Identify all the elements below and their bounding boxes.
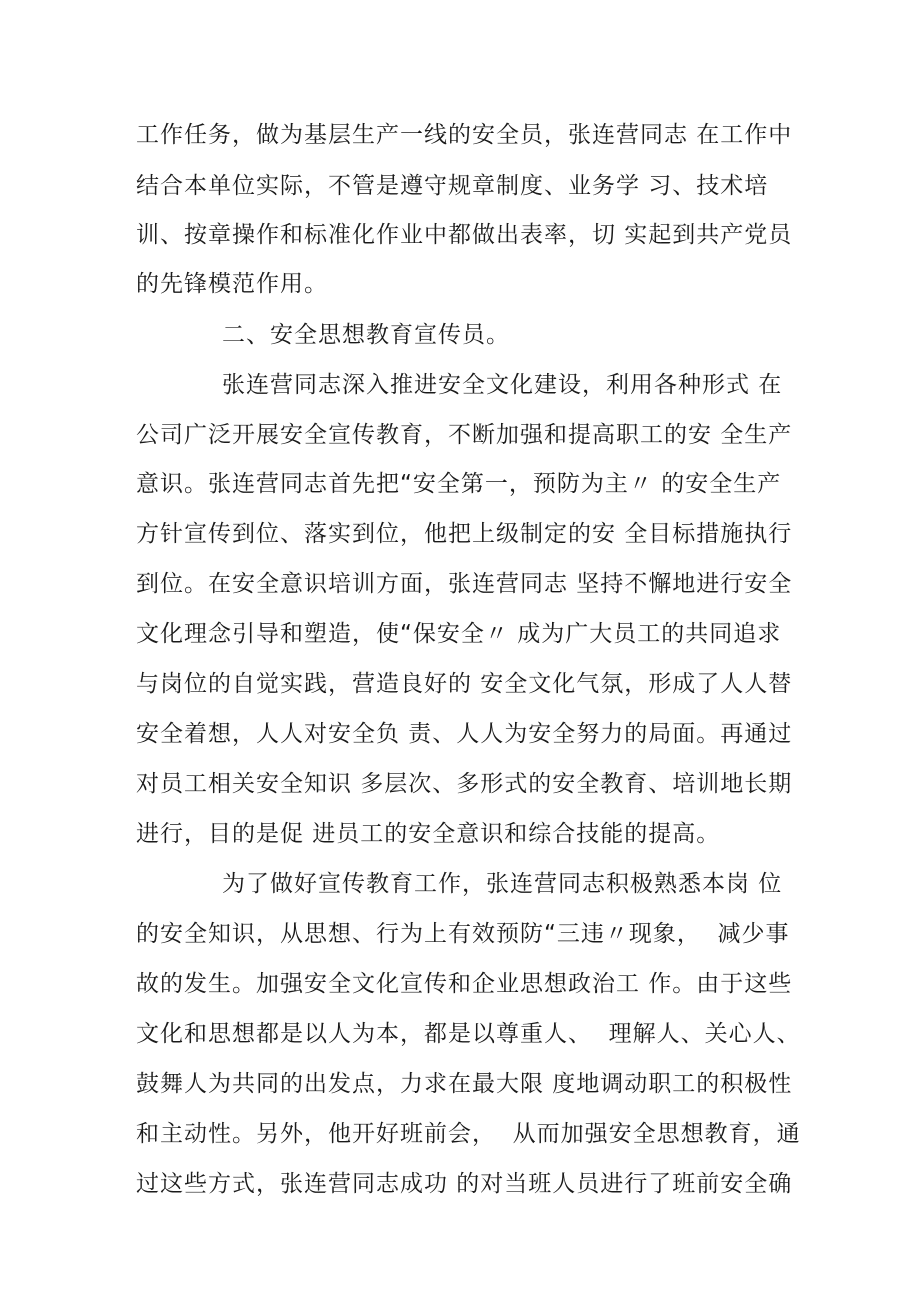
paragraph-start-line: 为了做好宣传教育工作，张连营同志积极熟悉本岗 位 <box>222 871 783 897</box>
text-line: 的先锋模范作用。 <box>136 271 328 297</box>
text-line: 结合本单位实际，不管是遵守规章制度、业务学 习、技术培 <box>136 173 769 199</box>
section-heading: 二、安全思想教育宣传员。 <box>222 322 510 348</box>
text-line: 过这些方式，张连营同志成功 的对当班人员进行了班前安全确 <box>136 1171 793 1197</box>
text-line: 对员工相关安全知识 多层次、多形式的安全教育、培训地长期 <box>136 771 793 797</box>
paragraph-start-line: 张连营同志深入推进安全文化建设，利用各种形式 在 <box>222 372 783 398</box>
text-line: 鼓舞人为共同的出发点，力求在最大限 度地调动职工的积极性 <box>136 1071 793 1097</box>
text-line: 文化和思想都是以人为本，都是以尊重人、 理解人、关心人、 <box>136 1021 801 1047</box>
text-line: 文化理念引导和塑造，使“保安全〃 成为广大员工的共同追求 <box>136 621 782 647</box>
text-line: 安全着想，人人对安全负 责、人人为安全努力的局面。再通过 <box>136 721 793 747</box>
text-line: 到位。在安全意识培训方面，张连营同志 坚持不懈地进行安全 <box>136 571 793 597</box>
text-line: 故的发生。加强安全文化宣传和企业思想政治工 作。由于这些 <box>136 971 793 997</box>
text-line: 训、按章操作和标准化作业中都做出表率，切 实起到共产党员 <box>136 222 793 248</box>
text-line: 和主动性。另外，他开好班前会， 从而加强安全思想教育，通 <box>136 1121 801 1147</box>
text-line: 意识。张连营同志首先把“安全第一，预防为主〃 的安全生产 <box>136 471 782 497</box>
text-line: 进行，目的是促 进员工的安全意识和综合技能的提高。 <box>136 821 721 847</box>
text-line: 与岗位的自觉实践，营造良好的 安全文化气氛，形成了人人替 <box>136 671 793 697</box>
text-line: 方针宣传到位、落实到位，他把上级制定的安 全目标措施执行 <box>136 521 793 547</box>
text-line: 的安全知识，从思想、行为上有效预防“三违〃现象， 减少事 <box>136 921 790 947</box>
text-line: 工作任务，做为基层生产一线的安全员，张连营同志 在工作中 <box>136 122 793 148</box>
text-line: 公司广泛开展安全宣传教育，不断加强和提高职工的安 全生产 <box>136 422 793 448</box>
